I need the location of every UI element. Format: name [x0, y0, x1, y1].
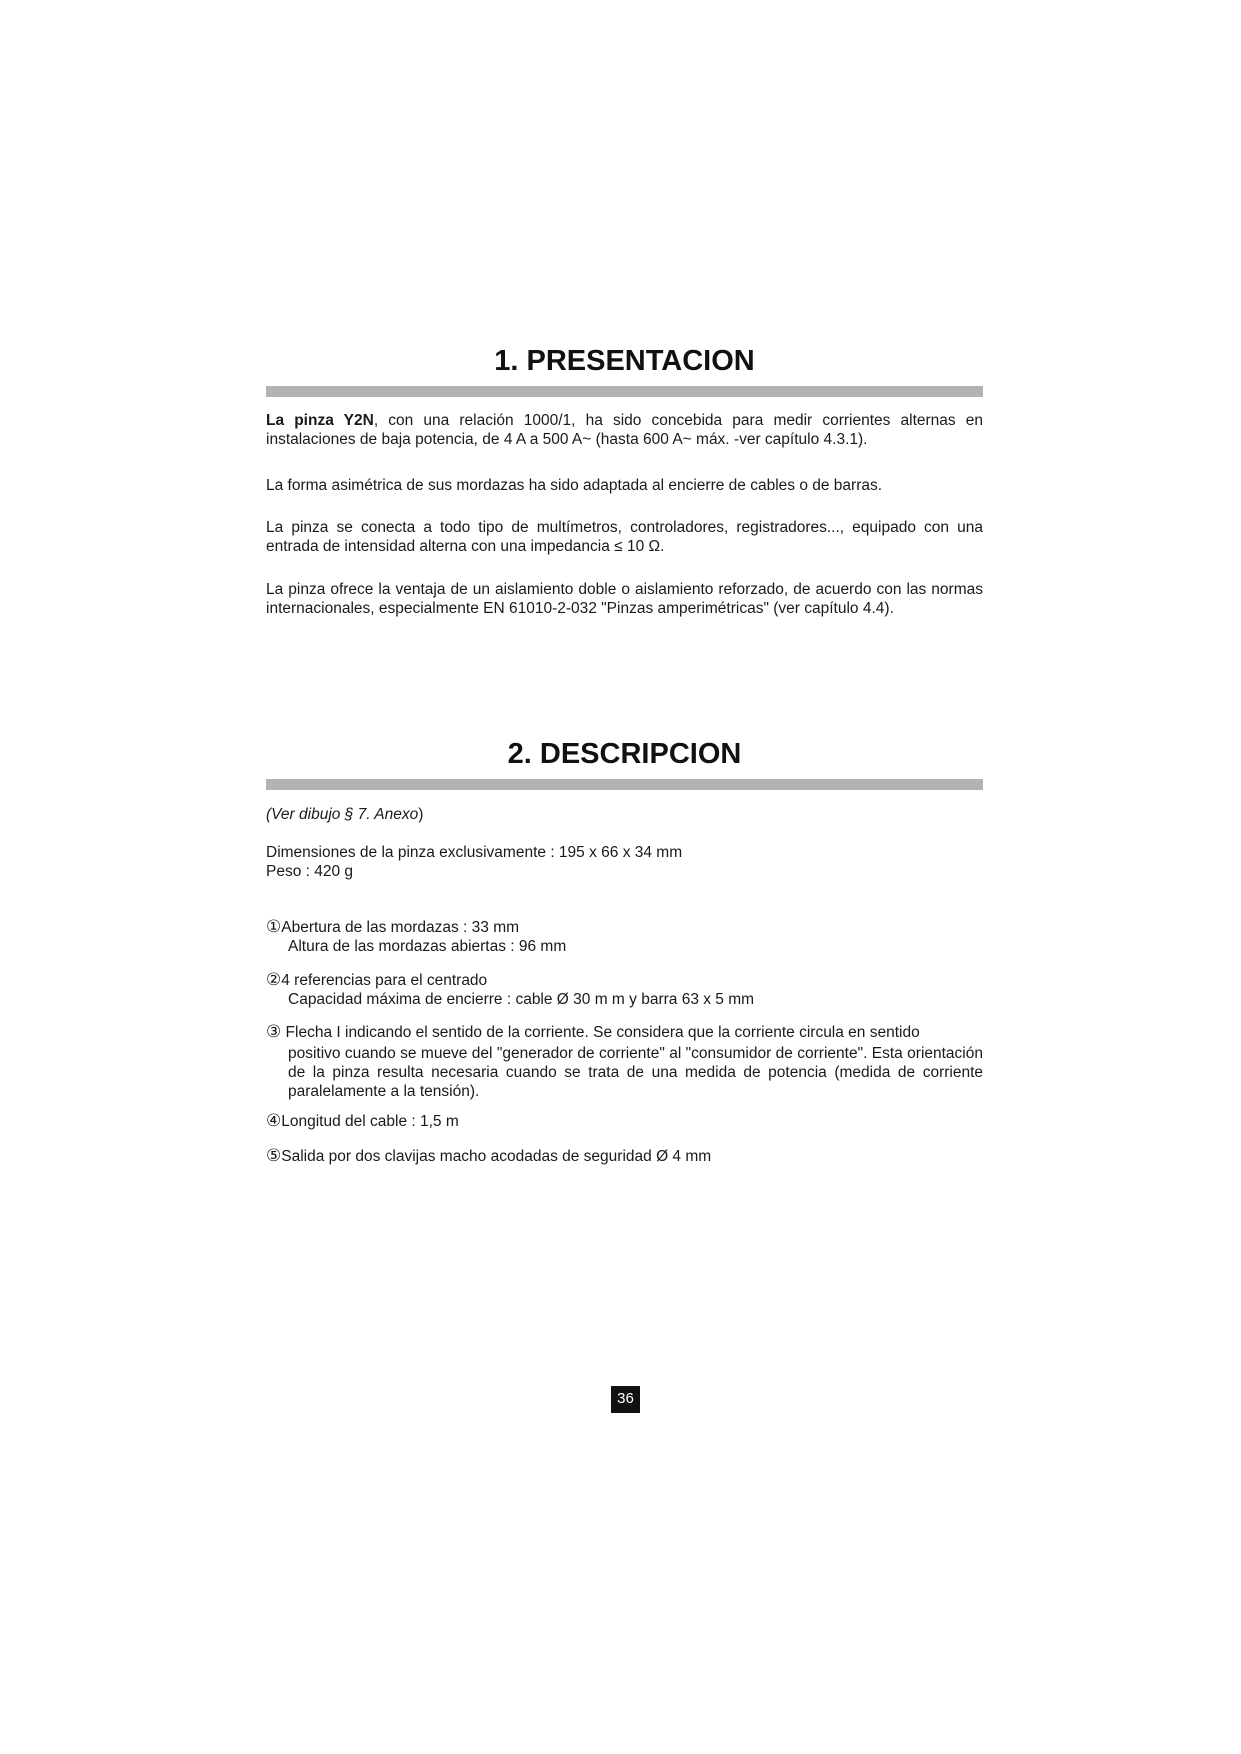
- section-divider-1: [266, 386, 983, 397]
- list-item-4: [266, 1112, 983, 1131]
- paragraph-intro-text: , con una relación 1000/1, ha sido concebida para medir corrientes alternas en instalaciones de baja potencia, de 4 A a 500 A~ (hasta 600 A~ máx. -ver capítulo 4.3.1).: [266, 412, 984, 448]
- list-item-5-line1: Salida por dos clavijas macho acodadas de seguridad Ø 4 mm: [281, 1148, 712, 1165]
- drawing-reference-text: (Ver dibujo § 7. Anexo: [266, 806, 419, 823]
- list-item-3-line2: positivo cuando se mueve del "generador de corriente" al "consumidor de corriente". Esta orientación de la pinza resulta necesaria cuando se trata de una medida de potencia (medida de corriente paralelamente a la tensión).: [288, 1045, 983, 1100]
- list-item-1-line1: Abertura de las mordazas : 33 mm: [281, 919, 520, 936]
- list-item-5: [266, 1147, 983, 1166]
- product-name: La pinza Y2N: [266, 412, 374, 429]
- circled-number-2: ②: [266, 970, 282, 990]
- paragraph-connection: La pinza se conecta a todo tipo de multímetros, controladores, registradores..., equipado con una entrada de intensidad alterna con una impedancia ≤ 10 Ω.: [266, 519, 983, 555]
- circled-number-1: ①: [266, 917, 282, 937]
- list-item-1: [266, 918, 983, 956]
- list-item-4-line1: Longitud del cable : 1,5 m: [281, 1113, 459, 1130]
- list-item-2-line2: Capacidad máxima de encierre : cable Ø 30 m m y barra 63 x 5 mm: [288, 991, 755, 1008]
- list-item-3: [266, 1023, 983, 1101]
- list-item-3-line1: Flecha I indicando el sentido de la corriente. Se considera que la corriente circula en sentido: [281, 1024, 920, 1041]
- section-title-presentacion: 1. PRESENTACION: [494, 345, 755, 377]
- paragraph-insulation: La pinza ofrece la ventaja de un aislamiento doble o aislamiento reforzado, de acuerdo con las normas internacionales, especialmente EN 61010-2-032 "Pinzas amperimétricas" (ver capítulo 4.4).: [266, 581, 983, 617]
- page-number: 36: [611, 1386, 640, 1413]
- drawing-reference: [266, 805, 423, 824]
- paragraph-intro: [266, 411, 983, 449]
- dimensions-line: Dimensiones de la pinza exclusivamente : 195 x 66 x 34 mm: [266, 844, 683, 861]
- list-item-2-line1: 4 referencias para el centrado: [281, 972, 488, 989]
- drawing-reference-paren: ): [418, 806, 424, 823]
- circled-number-3: ③: [266, 1022, 282, 1042]
- list-item-2: [266, 971, 983, 1009]
- section-title-descripcion: 2. DESCRIPCION: [507, 738, 742, 770]
- circled-number-5: ⑤: [266, 1146, 282, 1166]
- section-divider-2: [266, 779, 983, 790]
- circled-number-4: ④: [266, 1111, 282, 1131]
- paragraph-jaws: La forma asimétrica de sus mordazas ha sido adaptada al encierre de cables o de barras.: [266, 477, 883, 494]
- list-item-1-line2: Altura de las mordazas abiertas : 96 mm: [288, 938, 567, 955]
- weight-line: Peso : 420 g: [266, 863, 354, 880]
